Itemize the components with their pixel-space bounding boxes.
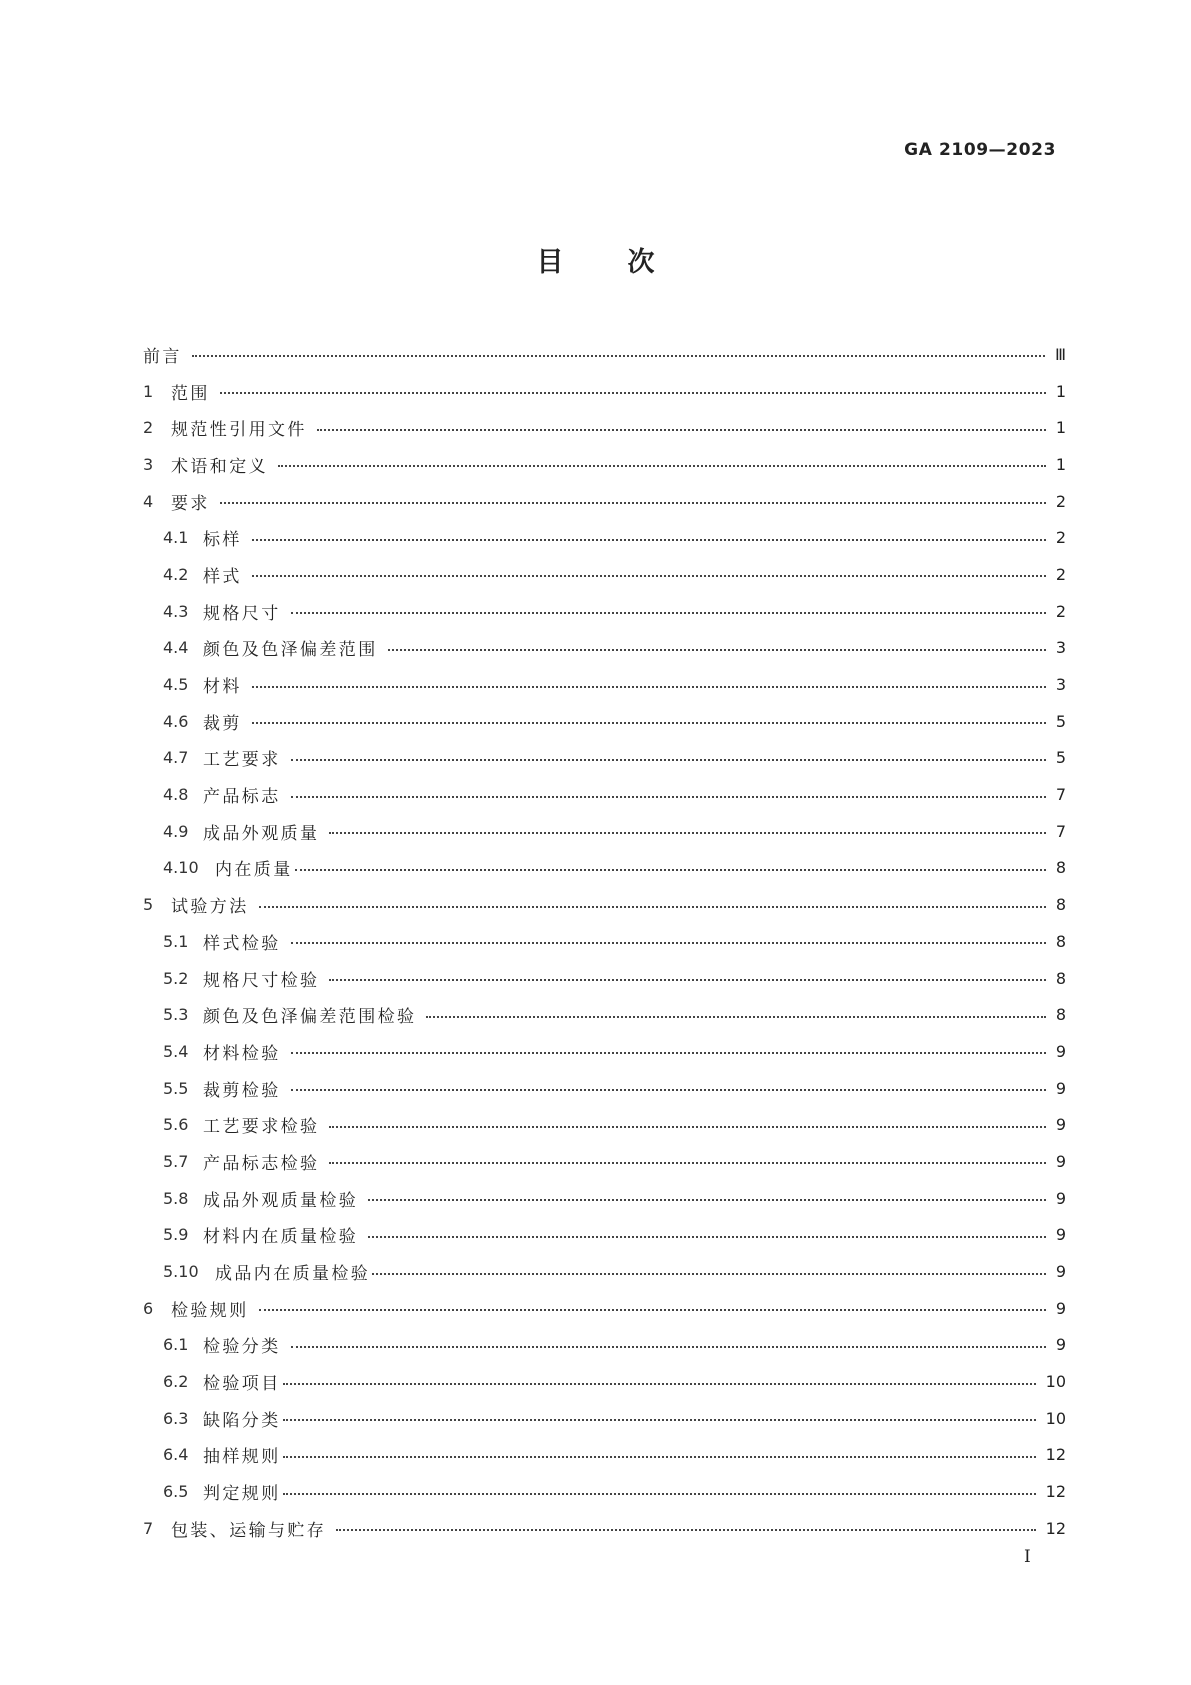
toc-entry[interactable] bbox=[143, 1400, 1066, 1437]
toc-entry[interactable] bbox=[143, 960, 1066, 997]
toc-entry[interactable] bbox=[143, 1253, 1066, 1290]
toc-entry[interactable] bbox=[143, 1217, 1066, 1254]
toc-entry-label: 试验方法 bbox=[171, 897, 249, 918]
toc-entry-number: 4.2 bbox=[163, 564, 189, 584]
toc-entry-page: 7 bbox=[1055, 785, 1066, 805]
toc-entry-number: 2 bbox=[143, 418, 154, 438]
toc-entry-label: 判定规则 bbox=[203, 1484, 281, 1505]
dot-leader bbox=[291, 1052, 1046, 1054]
dot-leader bbox=[283, 1456, 1036, 1458]
toc-entry[interactable] bbox=[143, 1510, 1066, 1547]
toc-entry-label: 抽样规则 bbox=[203, 1447, 281, 1468]
dot-leader bbox=[291, 759, 1046, 761]
toc-entry-label: 裁剪 bbox=[203, 713, 242, 734]
toc-entry-page: 8 bbox=[1055, 968, 1066, 988]
toc-entry-label: 规格尺寸 bbox=[203, 603, 281, 624]
toc-entry-page: 9 bbox=[1055, 1188, 1066, 1208]
toc-entry-label: 标样 bbox=[203, 530, 242, 551]
toc-entry[interactable] bbox=[143, 373, 1066, 410]
toc-entry-page: 9 bbox=[1055, 1041, 1066, 1061]
toc-entry-page: 10 bbox=[1045, 1372, 1066, 1392]
toc-entry-label: 成品外观质量 bbox=[203, 823, 320, 844]
toc-entry-label: 材料 bbox=[203, 677, 242, 698]
toc-entry-number: 4.7 bbox=[163, 748, 189, 768]
table-of-contents bbox=[143, 336, 1066, 1547]
toc-entry-page: 5 bbox=[1055, 748, 1066, 768]
toc-entry-number: 4.10 bbox=[163, 858, 199, 878]
toc-entry-number: 5.7 bbox=[163, 1151, 189, 1171]
toc-entry-page: Ⅲ bbox=[1054, 344, 1066, 364]
dot-leader bbox=[291, 1089, 1046, 1091]
toc-entry-number: 7 bbox=[143, 1518, 154, 1538]
dot-leader bbox=[291, 612, 1046, 614]
dot-leader bbox=[426, 1016, 1045, 1018]
toc-entry-page: 8 bbox=[1055, 895, 1066, 915]
toc-entry[interactable] bbox=[143, 519, 1066, 556]
dot-leader bbox=[192, 355, 1045, 357]
toc-entry-number: 4.4 bbox=[163, 638, 189, 658]
toc-entry[interactable] bbox=[143, 630, 1066, 667]
toc-entry-label: 工艺要求 bbox=[203, 750, 281, 771]
dot-leader bbox=[220, 502, 1046, 504]
toc-entry-label: 内在质量 bbox=[215, 860, 293, 881]
toc-entry-label: 颜色及色泽偏差范围 bbox=[203, 640, 378, 661]
toc-entry[interactable] bbox=[143, 1473, 1066, 1510]
toc-entry-page: 8 bbox=[1055, 858, 1066, 878]
toc-entry-page: 2 bbox=[1055, 564, 1066, 584]
toc-entry-label: 包装、运输与贮存 bbox=[171, 1520, 327, 1541]
toc-entry-number: 6.4 bbox=[163, 1445, 189, 1465]
toc-entry-label: 规范性引用文件 bbox=[171, 420, 307, 441]
toc-entry[interactable] bbox=[143, 1290, 1066, 1327]
toc-entry-number: 5.8 bbox=[163, 1188, 189, 1208]
dot-leader bbox=[368, 1199, 1046, 1201]
toc-entry-label: 样式 bbox=[203, 566, 242, 587]
toc-entry-page: 2 bbox=[1055, 491, 1066, 511]
toc-entry[interactable] bbox=[143, 1363, 1066, 1400]
toc-entry-number: 5 bbox=[143, 895, 154, 915]
toc-entry-page: 1 bbox=[1055, 418, 1066, 438]
toc-entry[interactable] bbox=[143, 336, 1066, 373]
dot-leader bbox=[317, 429, 1046, 431]
toc-entry-number: 6.1 bbox=[163, 1335, 189, 1355]
toc-entry[interactable] bbox=[143, 1143, 1066, 1180]
toc-entry-number: 4.8 bbox=[163, 785, 189, 805]
toc-entry-label: 缺陷分类 bbox=[203, 1410, 281, 1431]
dot-leader bbox=[252, 686, 1046, 688]
dot-leader bbox=[278, 465, 1046, 467]
toc-entry[interactable] bbox=[143, 409, 1066, 446]
dot-leader bbox=[295, 869, 1046, 871]
toc-entry-page: 1 bbox=[1055, 454, 1066, 474]
dot-leader bbox=[368, 1236, 1046, 1238]
toc-entry-page: 8 bbox=[1055, 1005, 1066, 1025]
toc-entry[interactable] bbox=[143, 1327, 1066, 1364]
toc-entry-label: 样式检验 bbox=[203, 933, 281, 954]
toc-entry-page: 12 bbox=[1045, 1445, 1066, 1465]
dot-leader bbox=[283, 1493, 1036, 1495]
toc-entry[interactable] bbox=[143, 1033, 1066, 1070]
toc-entry-page: 12 bbox=[1045, 1482, 1066, 1502]
toc-entry-page: 8 bbox=[1055, 931, 1066, 951]
toc-entry-label: 裁剪检验 bbox=[203, 1080, 281, 1101]
toc-entry-page: 9 bbox=[1055, 1078, 1066, 1098]
dot-leader bbox=[336, 1529, 1035, 1531]
toc-entry-page: 3 bbox=[1055, 638, 1066, 658]
toc-entry-number: 4 bbox=[143, 491, 154, 511]
toc-entry-label: 材料内在质量检验 bbox=[203, 1227, 359, 1248]
dot-leader bbox=[220, 392, 1046, 394]
toc-entry-number: 5.2 bbox=[163, 968, 189, 988]
dot-leader bbox=[372, 1273, 1046, 1275]
toc-entry-page: 12 bbox=[1045, 1518, 1066, 1538]
toc-entry-label: 材料检验 bbox=[203, 1043, 281, 1064]
toc-entry-number: 6.3 bbox=[163, 1408, 189, 1428]
toc-entry-page: 10 bbox=[1045, 1408, 1066, 1428]
toc-entry-label: 成品内在质量检验 bbox=[215, 1264, 371, 1285]
toc-entry-number: 4.3 bbox=[163, 601, 189, 621]
toc-title: 目次 bbox=[536, 247, 719, 278]
toc-entry-number: 3 bbox=[143, 454, 154, 474]
toc-entry-page: 3 bbox=[1055, 675, 1066, 695]
toc-entry[interactable] bbox=[143, 923, 1066, 960]
toc-entry-page: 1 bbox=[1055, 381, 1066, 401]
dot-leader bbox=[388, 649, 1046, 651]
toc-entry-number: 6.5 bbox=[163, 1482, 189, 1502]
toc-entry[interactable] bbox=[143, 1437, 1066, 1474]
toc-entry-number: 5.1 bbox=[163, 931, 189, 951]
dot-leader bbox=[252, 722, 1046, 724]
toc-entry[interactable] bbox=[143, 850, 1066, 887]
dot-leader bbox=[329, 979, 1045, 981]
toc-entry-label: 前言 bbox=[143, 346, 182, 367]
toc-entry-label: 检验分类 bbox=[203, 1337, 281, 1358]
toc-entry[interactable] bbox=[143, 446, 1066, 483]
dot-leader bbox=[329, 832, 1045, 834]
toc-entry[interactable] bbox=[143, 776, 1066, 813]
toc-entry-number: 1 bbox=[143, 381, 154, 401]
toc-entry[interactable] bbox=[143, 1070, 1066, 1107]
dot-leader bbox=[291, 942, 1046, 944]
toc-entry-number: 6 bbox=[143, 1298, 154, 1318]
toc-entry-label: 工艺要求检验 bbox=[203, 1117, 320, 1138]
toc-entry[interactable] bbox=[143, 813, 1066, 850]
toc-entry-label: 要求 bbox=[171, 493, 210, 514]
toc-entry-page: 5 bbox=[1055, 711, 1066, 731]
dot-leader bbox=[283, 1419, 1036, 1421]
toc-entry-page: 9 bbox=[1055, 1115, 1066, 1135]
toc-entry-label: 规格尺寸检验 bbox=[203, 970, 320, 991]
dot-leader bbox=[329, 1126, 1045, 1128]
toc-entry-page: 2 bbox=[1055, 528, 1066, 548]
toc-entry-page: 2 bbox=[1055, 601, 1066, 621]
toc-entry[interactable] bbox=[143, 886, 1066, 923]
toc-entry[interactable] bbox=[143, 483, 1066, 520]
dot-leader bbox=[259, 1309, 1046, 1311]
toc-entry[interactable] bbox=[143, 996, 1066, 1033]
dot-leader bbox=[252, 539, 1046, 541]
toc-entry-number: 6.2 bbox=[163, 1372, 189, 1392]
toc-entry[interactable] bbox=[143, 740, 1066, 777]
toc-entry-page: 9 bbox=[1055, 1298, 1066, 1318]
page-number: Ⅰ bbox=[1024, 1547, 1031, 1567]
toc-entry[interactable] bbox=[143, 703, 1066, 740]
toc-entry-label: 检验项目 bbox=[203, 1374, 281, 1395]
toc-entry-number: 5.3 bbox=[163, 1005, 189, 1025]
toc-entry-number: 4.9 bbox=[163, 821, 189, 841]
standard-code: GA 2109—2023 bbox=[904, 140, 1056, 160]
toc-entry-number: 5.5 bbox=[163, 1078, 189, 1098]
toc-entry-page: 9 bbox=[1055, 1151, 1066, 1171]
dot-leader bbox=[252, 575, 1046, 577]
toc-entry-number: 5.6 bbox=[163, 1115, 189, 1135]
toc-entry[interactable] bbox=[143, 556, 1066, 593]
toc-entry-page: 7 bbox=[1055, 821, 1066, 841]
toc-entry-number: 4.5 bbox=[163, 675, 189, 695]
dot-leader bbox=[291, 1346, 1046, 1348]
dot-leader bbox=[291, 796, 1046, 798]
toc-entry[interactable] bbox=[143, 666, 1066, 703]
toc-entry[interactable] bbox=[143, 593, 1066, 630]
dot-leader bbox=[329, 1162, 1045, 1164]
toc-entry-label: 范围 bbox=[171, 383, 210, 404]
toc-entry-number: 5.10 bbox=[163, 1262, 199, 1282]
toc-entry-label: 产品标志检验 bbox=[203, 1153, 320, 1174]
toc-entry[interactable] bbox=[143, 1106, 1066, 1143]
toc-entry-label: 颜色及色泽偏差范围检验 bbox=[203, 1007, 417, 1028]
toc-entry-page: 9 bbox=[1055, 1225, 1066, 1245]
toc-entry-label: 检验规则 bbox=[171, 1300, 249, 1321]
toc-entry-page: 9 bbox=[1055, 1335, 1066, 1355]
toc-entry-number: 5.4 bbox=[163, 1041, 189, 1061]
toc-entry-page: 9 bbox=[1055, 1262, 1066, 1282]
toc-entry-label: 成品外观质量检验 bbox=[203, 1190, 359, 1211]
dot-leader bbox=[283, 1383, 1036, 1385]
toc-entry-label: 产品标志 bbox=[203, 787, 281, 808]
toc-entry[interactable] bbox=[143, 1180, 1066, 1217]
toc-entry-label: 术语和定义 bbox=[171, 456, 268, 477]
toc-entry-number: 4.6 bbox=[163, 711, 189, 731]
dot-leader bbox=[259, 906, 1046, 908]
toc-entry-number: 5.9 bbox=[163, 1225, 189, 1245]
toc-entry-number: 4.1 bbox=[163, 528, 189, 548]
